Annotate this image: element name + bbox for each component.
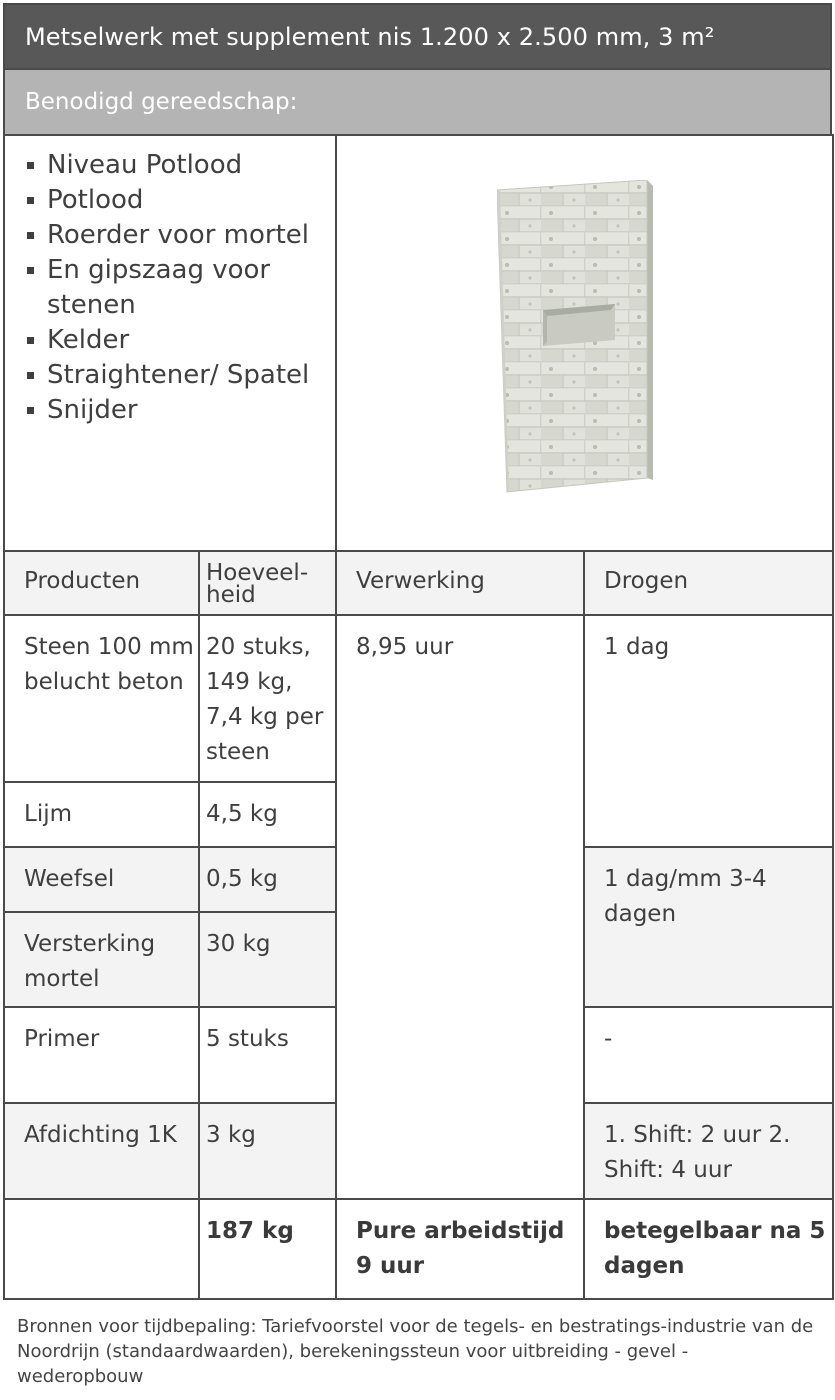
tool-item: Potlood: [23, 183, 335, 218]
total-tileable: betegelbaar na 5 dagen: [584, 1199, 833, 1299]
quantity-cell: 0,5 kg: [199, 847, 336, 912]
total-weight: 187 kg: [199, 1199, 336, 1299]
tools-list: [23, 148, 335, 428]
tool-item: En gipszaag voor stenen: [23, 253, 335, 323]
drying-cell: 1 dag: [584, 615, 833, 847]
tool-sheet: [3, 3, 832, 1300]
processing-cell: 8,95 uur: [336, 615, 584, 1199]
tools-heading: [3, 70, 832, 134]
tool-item: Snijder: [23, 393, 335, 428]
title-text: Metselwerk met supplement nis 1.200 x 2.500 mm, 3 m²: [25, 22, 715, 51]
quantity-cell: 5 stuks: [199, 1007, 336, 1103]
header-products: Producten: [4, 551, 199, 615]
product-cell: Lijm: [4, 782, 199, 847]
quantity-cell: 4,5 kg: [199, 782, 336, 847]
quantity-cell: 20 stuks, 149 kg, 7,4 kg per steen: [199, 615, 336, 782]
footnote: Bronnen voor tijdbepaling: Tariefvoorstel voor de tegels- en bestratings-industrie van de Noordrijn (standaardwaarden), berekeningssteun voor uitbreiding - gevel - wederopbouw: [17, 1316, 814, 1387]
tools-cell: [4, 135, 336, 551]
product-cell: Weefsel: [4, 847, 199, 912]
total-labor-time: Pure arbeidstijd 9 uur: [336, 1199, 584, 1299]
sheet-title: [3, 3, 832, 70]
tool-item: Roerder voor mortel: [23, 218, 335, 253]
image-cell: [336, 135, 833, 551]
drying-cell: 1. Shift: 2 uur 2. Shift: 4 uur: [584, 1103, 833, 1199]
header-quantity: Hoeveel-heid: [199, 551, 336, 615]
product-cell: Afdichting 1K: [4, 1103, 199, 1199]
quantity-cell: 3 kg: [199, 1103, 336, 1199]
tool-item: Straightener/ Spatel: [23, 358, 335, 393]
header-processing: Verwerking: [336, 551, 584, 615]
totals-empty-cell: [4, 1199, 199, 1299]
product-cell: Versterking mortel: [4, 912, 199, 1007]
materials-table: [3, 134, 834, 1300]
quantity-cell: 30 kg: [199, 912, 336, 1007]
wall-illustration-icon: [497, 180, 677, 510]
drying-cell: 1 dag/mm 3-4 dagen: [584, 847, 833, 1007]
tool-item: Kelder: [23, 323, 335, 358]
drying-cell: -: [584, 1007, 833, 1103]
tool-item: Niveau Potlood: [23, 148, 335, 183]
product-cell: Primer: [4, 1007, 199, 1103]
subtitle-text: Benodigd gereedschap:: [25, 89, 298, 115]
header-drying: Drogen: [584, 551, 833, 615]
product-cell: Steen 100 mm belucht beton: [4, 615, 199, 782]
